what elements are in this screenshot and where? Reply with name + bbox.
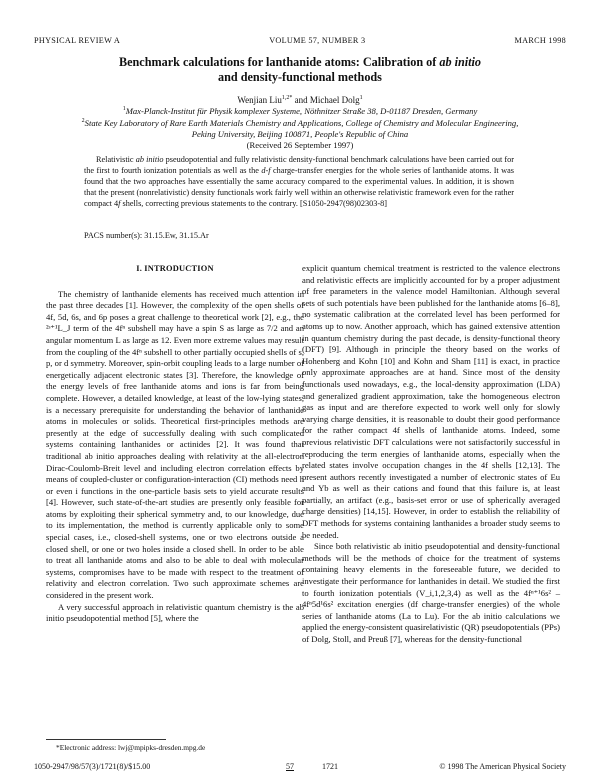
footnote-divider: [46, 739, 166, 740]
paragraph-intro-2: A very successful approach in relativistic quantum chemistry is the ab initio pseudopotential method [5], where the: [46, 601, 304, 624]
title-line-1: Benchmark calculations for lanthanide atoms: Calibration of ab initio: [118, 55, 482, 69]
pacs-numbers: PACS number(s): 31.15.Ew, 31.15.Ar: [84, 231, 209, 240]
left-column: [46, 263, 304, 625]
title-line-2: and density-functional methods: [218, 70, 382, 84]
issue-date: MARCH 1998: [514, 36, 566, 45]
running-head: [34, 36, 566, 45]
section-heading: I. INTRODUCTION: [136, 264, 214, 273]
paragraph-intro-1: The chemistry of lanthanide elements has received much attention in the past three decades [1]. However, the complexity of the open shells of 4f, 5d, 6s, and 6p poses a great challenge to theoretical work [2], e.g., the ²ˢ⁺¹L_J term of the 4fⁿ subshell may have a spin S as large as 7/2 and an angular momentum L as large as 12. Even more extreme values may result from the coupling of the 4fⁿ subshell to other partially occupied shells of s, p, or d symmetry. Moreover, spin-orbit coupling leads to a large number of energetically adjacent electronic states [3]. Therefore, the knowledge of the energy levels of free lanthanide atoms and ions is far from being complete. However, a detailed knowledge, at least of the low-lying states, is a necessary prerequisite for understanding the behavior of lanthanide atoms in molecules or solids. Theoretical first-principles methods are presently at the edge of successfully dealing with such complicated systems containing lanthanides or actinides [2]. It was found that traditional ab initio approaches dealing with relativity at the all-electron Dirac-Coulomb-Breit level and including electron correlation effects by means of coupled-cluster or configuration-interaction (CI) methods need h or even i functions in the one-particle basis sets to yield accurate results [4]. However, such state-of-the-art studies are presently only feasible for atoms by exploiting their spherical symmetry and, to our knowledge, due to its implementation, the method is currently applicable only to some special cases, i.e., closed-shell systems, one or two electrons outside a closed shell, or one or two holes inside a closed shell. In order to be able to treat all lanthanide atoms and also to be able to deal with molecular systems, compromises have to be made with respect to the treatment of relativity and electron correlation. Two such approximate schemes are considered in the present work.: [46, 288, 304, 601]
received-date: (Received 26 September 1997): [246, 140, 354, 151]
author-block: [40, 95, 560, 151]
author-names: Wenjian Liu$^{1,2*}$ and Michael Dolg$^1$: [237, 95, 363, 105]
journal-name: PHYSICAL REVIEW A: [34, 36, 121, 45]
footer-volume: 57: [286, 762, 294, 771]
footnote-email: *Electronic address: lwj@mpipks-dresden.mpg.de: [56, 743, 206, 752]
paper-title: [60, 55, 540, 85]
copyright-notice: © 1998 The American Physical Society: [439, 762, 566, 771]
volume-number: VOLUME 57, NUMBER 3: [269, 36, 366, 45]
issn-code: 1050-2947/98/57(3)/1721(8)/$15.00: [34, 762, 151, 771]
right-column: [302, 263, 560, 646]
page-footer: [34, 762, 566, 772]
abstract: Relativistic ab initio pseudopotential and fully relativistic density-functional benchmark calculations have been carried out for the first to fourth ionization potentials as well as the d-f charge-transfer energies for the whole series of lanthanide atoms. It was found that the two approaches have essentially the same accuracy compared to the experimental values. In addition, it is shown that the present (nonrelativistic) density functionals work fairly well within an otherwise relativistic framework even for the rather compact 4f shells, correcting previous statements to the contrary. [S1050-2947(98)02303-8]: [84, 155, 515, 209]
page-number: 1721: [322, 762, 338, 771]
affiliation-1: $^1$Max-Planck-Institut für Physik komplexer Systeme, Nöthnitzer Straße 38, D-01187 Dresden, Germany: [122, 106, 478, 117]
paragraph-intro-3: Since both relativistic ab initio pseudopotential and density-functional methods will be the methods of choice for the treatment of systems containing heavy elements in the foreseeable future, we decided to investigate their performance for lanthanides in detail. We studied the first to fourth ionization potentials (V_i,1,2,3,4) as well as the 4fⁿ⁺¹6s² –4fⁿ5d¹6s² excitation energies (df charge-transfer energies) of the whole series of lanthanide atoms (La to Lu). For the ab initio calculations we applied the energy-consistent quasirelativistic (QR) pseudopotentials (PPs) of Dolg, Stoll, and Preuß [7], whereas for the density-functional: [302, 541, 560, 644]
paragraph-intro-2-cont: explicit quantum chemical treatment is restricted to the valence electrons and relativistic effects are implicitly accounted for by a proper adjustment of free parameters in the valence model Hamiltonian. Although several sets of such potentials have been published for the lanthanide atoms [6–8], no systematic calibration at the correlated level has been performed for atoms up to now. Another approach, which has gained extensive attention in quantum chemistry during the past decade, is density-functional theory (DFT) [9]. Although in principle the theory based on the works of Hohenberg and Kohn [10] and Kohn and Sham [11] is exact, in practice only approximate approaches are at hand. Since most of the density functionals used nowadays, e.g., the local-density approximation (LDA) and generalized gradient approximation, take the homogeneous electron gas as input and are therefore expected to work well only for slowly varying charge densities, it is reasonable to doubt their good performance for the rather compact 4f shells of lanthanide atoms. Indeed, some previous relativistic DFT calculations were not satisfactorily successful in reproducing the term energies of lanthanide atoms, especially when the related states involve occupation changes in the 4f shells [12,13]. The present authors recently investigated a number of electronic states of Eu and Yb as well as their cations and found that this failure is, at least partially, an artifact (e.g., basis-set error or use of spherically averaged charge densities) [14,15]. However, in order to establish the reliability of DFT methods for systems containing lanthanides a broader study seems to be needed.: [302, 263, 560, 540]
affiliation-2: $^2$State Key Laboratory of Rare Earth Materials Chemistry and Applications, College of Chemistry and Molecular Engineering, Peking University, Beijing 100871, People's Republic of China: [81, 117, 519, 139]
